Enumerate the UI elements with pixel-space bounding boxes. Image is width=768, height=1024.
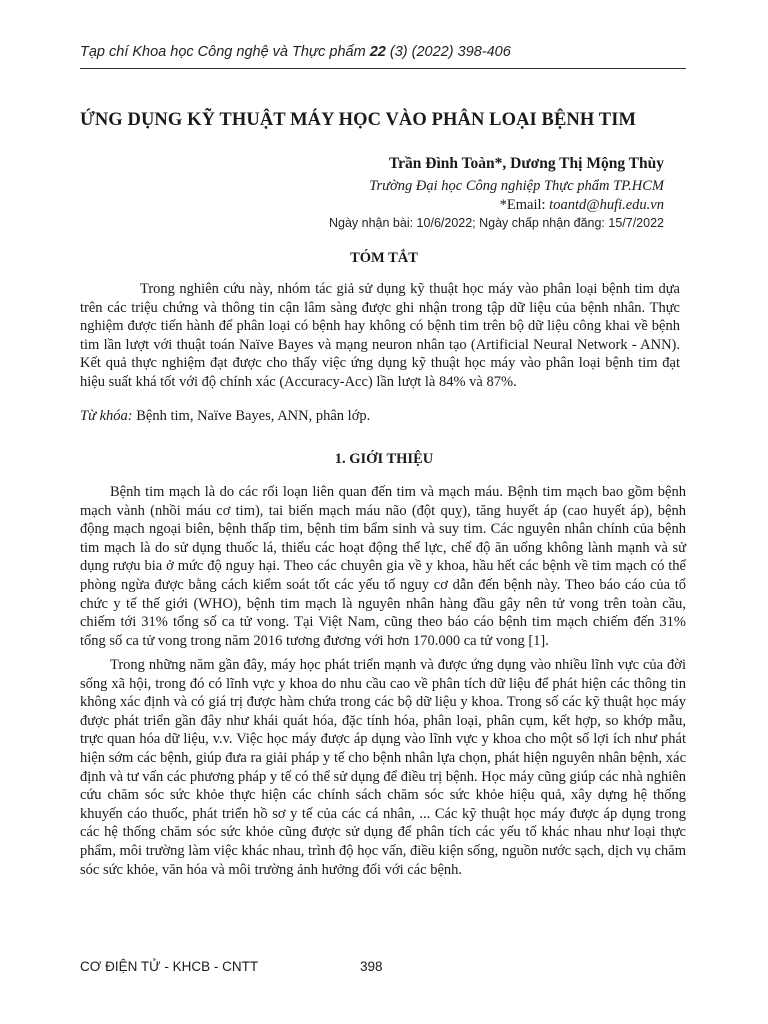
email-address[interactable]: toantd@hufi.edu.vn	[549, 197, 664, 213]
keywords-list: Bệnh tim, Naïve Bayes, ANN, phân lớp.	[132, 408, 371, 424]
abstract-text: Trong nghiên cứu này, nhóm tác giả sử dụng kỹ thuật học máy vào phân loại bệnh tim dựa trên các triệu chứng và thông tin cận lâm sàng được ghi nhận trong tập dữ liệu của bệnh nhân. Thực nghiệm được tiến hành để phân loại có bệnh hay không có bệnh tim trên bộ dữ liệu công khai về bệnh tim lần lượt với thuật toán Naïve Bayes và mạng neuron nhân tạo (Artificial Neural Network - ANN). Kết quả thực nghiệm đạt được cho thấy việc ứng dụng kỹ thuật học máy vào phân loại bệnh tim đạt hiệu suất khá tốt với độ chính xác (Accuracy-Acc) lần lượt là 84% và 87%.	[80, 281, 680, 390]
article-affiliation: Trường Đại học Công nghiệp Thực phẩm TP.HCM	[369, 178, 664, 194]
keywords	[80, 407, 680, 426]
journal-volume: 22	[369, 44, 386, 60]
body-paragraph: Bệnh tim mạch là do các rối loạn liên quan đến tim và mạch máu. Bệnh tim mạch bao gồm bệnh mạch vành (nhồi máu cơ tim), tai biến mạch máu não (đột quỵ), tăng huyết áp (cao huyết áp), bệnh động mạch ngoại biên, bệnh thấp tim, bệnh tim bẩm sinh và suy tim. Các nguyên nhân chính của bệnh tim mạch là do sử dụng thuốc lá, thiếu các hoạt động thể lực, chế độ ăn uống không lành mạnh và sử dụng rượu bia ở mức độ nguy hại. Theo các chuyên gia về y khoa, hầu hết các bệnh về tim mạch có thể phòng ngừa được bằng cách kiểm soát tốt các yếu tố nguy cơ dẫn đến bệnh này. Theo báo cáo của tổ chức y tế thế giới (WHO), bệnh tim mạch là nguyên nhân hàng đầu gây nên tử vong trên toàn cầu, chiếm tới 31% tổng số ca tử vong. Tại Việt Nam, cũng theo báo cáo bệnh tim mạch chiếm đến 31% tổng số ca tử vong trong năm 2016 tương đương với hơn 170.000 ca tử vong [1].	[80, 484, 686, 649]
section-heading-introduction: 1. GIỚI THIỆU	[334, 451, 434, 467]
keywords-label: Từ khóa:	[80, 408, 133, 424]
corresponding-email	[500, 197, 664, 214]
abstract-heading: TÓM TẮT	[350, 250, 418, 266]
submission-dates: Ngày nhận bài: 10/6/2022; Ngày chấp nhận đăng: 15/7/2022	[329, 216, 664, 230]
article-title: ỨNG DỤNG KỸ THUẬT MÁY HỌC VÀO PHÂN LOẠI BỆNH TIM	[80, 110, 637, 130]
footer-page-number: 398	[360, 959, 383, 974]
journal-name: Tạp chí Khoa học Công nghệ và Thực phẩm	[80, 44, 366, 60]
journal-issue-pages: (3) (2022) 398-406	[389, 44, 511, 60]
article-authors: Trần Đình Toàn*, Dương Thị Mộng Thùy	[388, 155, 664, 172]
footer-section-label: CƠ ĐIỆN TỬ - KHCB - CNTT	[80, 959, 259, 974]
header-rule	[80, 68, 686, 69]
email-label: *Email:	[499, 197, 550, 213]
journal-header	[80, 44, 511, 60]
body-paragraph: Trong những năm gần đây, máy học phát triển mạnh và được ứng dụng vào nhiều lĩnh vực của đời sống xã hội, trong đó có lĩnh vực y khoa do nhu cầu cao về phân tích dữ liệu để phát hiện các thông tin không xác định và có giá trị được hàm chứa trong các bộ dữ liệu y khoa. Trong số các kỹ thuật học máy được phát triển gần đây như khái quát hóa, đặc tính hóa, phân loại, phân cụm, kết hợp, so khớp mẫu, trực quan hóa dữ liệu, v.v. Việc học máy được áp dụng vào lĩnh vực y khoa cho một số lợi ích như phát hiện sớm các bệnh, giúp đưa ra giải pháp y tế cho bệnh nhân lựa chọn, phát hiện nguyên nhân bệnh, xác định và tư vấn các phương pháp y tế có thể sử dụng để điều trị bệnh. Học máy cũng giúp các nhà nghiên cứu chăm sóc sức khỏe thực hiện các chính sách chăm sóc sức khỏe hiệu quả, xây dựng hệ thống khuyến cáo thuốc, phát triển hồ sơ y tế của các cá nhân, ... Các kỹ thuật học máy được áp dụng trong các hệ thống chăm sóc sức khỏe cũng được sử dụng để phân tích các yếu tố khác nhau như loại thực phẩm, môi trường làm việc khác nhau, trình độ học vấn, điều kiện sống, nguồn nước sạch, dịch vụ chăm sóc sức khỏe, văn hóa và môi trường ảnh hưởng đối với các bệnh.	[80, 657, 686, 878]
